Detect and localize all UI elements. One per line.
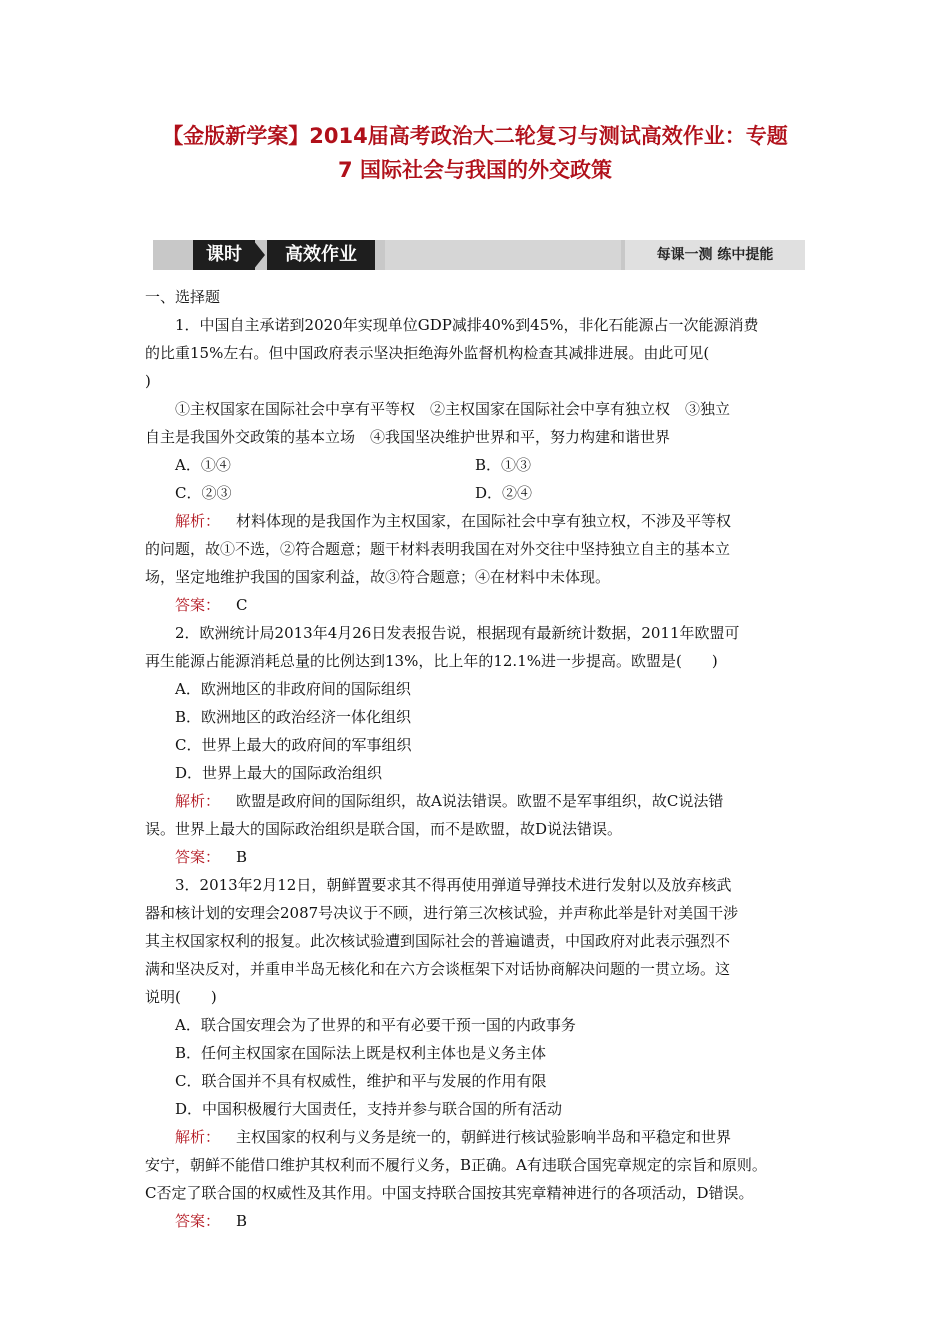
q3-stem-line: 说明( ) — [145, 988, 217, 1006]
q2-stem-line: 再生能源占能源消耗总量的比例达到13%，比上年的12.1%进一步提高。欧盟是( ) — [145, 652, 718, 670]
q2-stem-line: 2．欧洲统计局2013年4月26日发表报告说，根据现有最新统计数据，2011年欧盟可 — [175, 624, 740, 642]
analysis-label: 解析： — [175, 512, 221, 530]
q3-analysis-line: 安宁，朝鲜不能借口维护其权利而不履行义务，B正确。A有违联合国宪章规定的宗旨和原则。 — [145, 1156, 767, 1174]
q1-stem-line: 的比重15%左右。但中国政府表示坚决拒绝海外监督机构检查其减排进展。由此可见( — [145, 344, 710, 362]
q1-options-row — [145, 451, 810, 479]
analysis-label: 解析： — [175, 1128, 221, 1146]
q1-analysis-text: 材料体现的是我国作为主权国家，在国际社会中享有独立权，不涉及平等权 — [236, 512, 732, 530]
banner-light-band — [385, 240, 621, 270]
q1-answer-value: C — [236, 596, 248, 614]
document-title-line-1: 【金版新学案】2014届高考政治大二轮复习与测试高效作业：专题 — [162, 124, 788, 148]
q1-option-d: D．②④ — [475, 484, 533, 502]
q2-analysis-text: 欧盟是政府间的国际组织，故A说法错误。欧盟不是军事组织，故C说法错 — [236, 792, 724, 810]
answer-label: 答案： — [175, 848, 221, 866]
q1-stem-line: 1．中国自主承诺到2020年实现单位GDP减排40%到45%，非化石能源占一次能源消费 — [175, 316, 759, 334]
q1-analysis-line: 的问题，故①不选，②符合题意；题干材料表明我国在对外交往中坚持独立自主的基本立 — [145, 540, 731, 558]
q1-answer — [145, 591, 810, 619]
answer-label: 答案： — [175, 1212, 221, 1230]
document-title-line-2: 7 国际社会与我国的外交政策 — [338, 158, 612, 182]
banner-separator — [253, 240, 265, 270]
q1-option-c: C．②③ — [175, 484, 232, 502]
q1-option-a: A．①④ — [175, 456, 231, 474]
q1-options-row — [145, 479, 810, 507]
q1-option-b: B．①③ — [475, 456, 532, 474]
q2-analysis-line: 误。世界上最大的国际政治组织是联合国，而不是欧盟，故D说法错误。 — [145, 820, 623, 838]
q2-option-d: D．世界上最大的国际政治组织 — [175, 764, 383, 782]
answer-label: 答案： — [175, 596, 221, 614]
q2-option-c: C．世界上最大的政府间的军事组织 — [175, 736, 412, 754]
q3-analysis-line — [145, 1123, 810, 1151]
q3-option-b: B．任何主权国家在国际法上既是权利主体也是义务主体 — [175, 1044, 547, 1062]
q1-analysis-line: 场，坚定地维护我国的国家利益，故③符合题意；④在材料中未体现。 — [145, 568, 611, 586]
q1-item-line: ①主权国家在国际社会中享有平等权 ②主权国家在国际社会中享有独立权 ③独立 — [175, 400, 731, 418]
q3-stem-line: 满和坚决反对，并重申半岛无核化和在六方会谈框架下对话协商解决问题的一贯立场。这 — [145, 960, 731, 978]
q2-option-a: A．欧洲地区的非政府间的国际组织 — [175, 680, 411, 698]
q2-option-b: B．欧洲地区的政治经济一体化组织 — [175, 708, 412, 726]
q3-option-c: C．联合国并不具有权威性，维护和平与发展的作用有限 — [175, 1072, 547, 1090]
q3-stem-line: 3．2013年2月12日，朝鲜置要求其不得再使用弹道导弹技术进行发射以及放弃核武 — [175, 876, 732, 894]
banner-slogan: 每课一测 练中提能 — [625, 240, 805, 270]
q3-stem-line: 器和核计划的安理会2087号决议于不顾，进行第三次核试验，并声称此举是针对美国干涉 — [145, 904, 739, 922]
q2-answer — [145, 843, 810, 871]
section-heading: 一、选择题 — [145, 288, 221, 306]
q3-answer — [145, 1207, 810, 1235]
section-banner — [153, 240, 805, 270]
q3-analysis-text: 主权国家的权利与义务是统一的，朝鲜进行核试验影响半岛和平稳定和世界 — [236, 1128, 732, 1146]
q1-analysis-line — [145, 507, 810, 535]
analysis-label: 解析： — [175, 792, 221, 810]
document-body — [145, 283, 810, 1235]
q2-answer-value: B — [236, 848, 248, 866]
banner-tag-gaoxiao: 高效作业 — [267, 240, 375, 270]
q1-item-line: 自主是我国外交政策的基本立场 ④我国坚决维护世界和平，努力构建和谐世界 — [145, 428, 671, 446]
q2-analysis-line — [145, 787, 810, 815]
q3-option-a: A．联合国安理会为了世界的和平有必要干预一国的内政事务 — [175, 1016, 576, 1034]
banner-tag-keshi: 课时 — [193, 240, 255, 270]
q3-analysis-line: C否定了联合国的权威性及其作用。中国支持联合国按其宪章精神进行的各项活动，D错误。 — [145, 1184, 754, 1202]
q3-answer-value: B — [236, 1212, 248, 1230]
q3-stem-line: 其主权国家权利的报复。此次核试验遭到国际社会的普遍谴责，中国政府对此表示强烈不 — [145, 932, 731, 950]
q3-option-d: D．中国积极履行大国责任，支持并参与联合国的所有活动 — [175, 1100, 563, 1118]
q1-stem-line: ) — [145, 372, 151, 390]
